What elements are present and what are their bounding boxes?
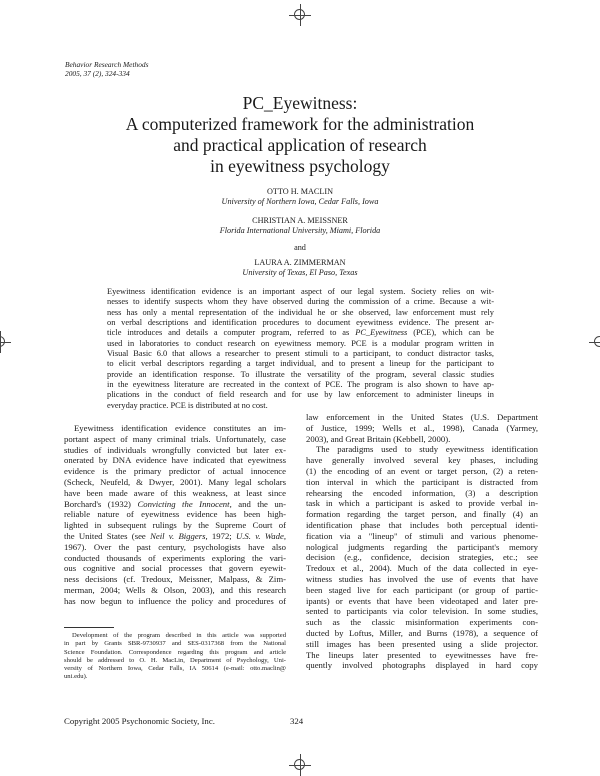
abstract-line: ticle introduces and details a computer program, referred to as PC_Eyewitness (PCE), which can be bbox=[107, 328, 494, 338]
abstract-line: plications in the conduct of field research and for use by law enforcement to administer lineups in bbox=[107, 390, 494, 400]
and-separator: and bbox=[294, 243, 306, 252]
body-line: 1967). Over the past century, psychologists have also bbox=[64, 541, 286, 552]
abstract-line: to elicit verbal descriptors regarding a target individual, and to present a lineup for the participant to bbox=[107, 359, 494, 369]
body-line: sented to participants via color television. In some studies, bbox=[306, 606, 538, 617]
body-line: conducted thousands of experiments exploring the vari- bbox=[64, 552, 286, 563]
body-line: rehearsing the encoded information, (3) a description bbox=[306, 487, 538, 498]
author-affiliation: University of Texas, El Paso, Texas bbox=[242, 268, 358, 277]
body-line: ous cognitive and social processes that govern eyewit- bbox=[64, 563, 286, 574]
body-line: been staged live for each participant (or group of partic- bbox=[306, 584, 538, 595]
author-block bbox=[0, 258, 600, 278]
journal-name: Behavior Research Methods bbox=[65, 60, 149, 69]
author-name: LAURA A. ZIMMERMAN bbox=[254, 258, 346, 267]
body-line: ducted by Loftus, Miller, and Burns (1978), a sequence of bbox=[306, 627, 538, 638]
registration-mark-bottom bbox=[289, 754, 311, 776]
title-line: in eyewitness psychology bbox=[210, 156, 390, 176]
body-line: ness decisions (cf. Tredoux, Meissner, Malpass, & Zim- bbox=[64, 574, 286, 585]
body-line: studies of individuals wrongfully convicted but later ex- bbox=[64, 444, 286, 455]
body-line: still images has been presented using a slide projector. bbox=[306, 638, 538, 649]
body-line: (Scheck, Neufeld, & Dwyer, 2001). Many legal scholars bbox=[64, 476, 286, 487]
author-affiliation: University of Northern Iowa, Cedar Falls, Iowa bbox=[221, 197, 379, 206]
body-line: law enforcement in the United States (U.S. Department bbox=[306, 412, 538, 422]
footnote-line: versity of Northern Iowa, Cedar Falls, IA 50614 (e-mail: otto.maclin@ bbox=[64, 665, 286, 673]
body-line: has now begun to influence the policy and procedures of bbox=[64, 595, 286, 606]
abstract-line: Eyewitness identification evidence is an important aspect of our legal system. Society relies on wit- bbox=[107, 287, 494, 296]
footnote-line: in part by Grants SBR-9730937 and SES-0317368 from the National bbox=[64, 640, 286, 648]
body-line: reliable nature of eyewitness evidence has been high- bbox=[64, 509, 286, 520]
author-block bbox=[0, 187, 600, 207]
body-line: tion interval in which the participant is distracted from bbox=[306, 476, 538, 487]
body-line: Eyewitness identification evidence constitutes an im- bbox=[74, 423, 286, 433]
body-left-column bbox=[64, 423, 286, 607]
abstract-line: on verbal descriptions and identification procedures to document eyewitness evidence. The present ar- bbox=[107, 318, 494, 328]
author-affiliation: Florida International University, Miami, Florida bbox=[219, 226, 381, 235]
body-line: quently involved photographs displayed in hard copy bbox=[306, 660, 538, 671]
page-number: 324 bbox=[290, 716, 304, 726]
body-line: have generally involved several key phases, including bbox=[306, 455, 538, 466]
title-line: A computerized framework for the administration bbox=[125, 114, 475, 134]
footnote bbox=[64, 632, 286, 682]
registration-mark-left bbox=[0, 331, 11, 353]
body-line: lighted in subsequent rulings by the Supreme Court of bbox=[64, 520, 286, 531]
article-title bbox=[0, 93, 600, 177]
footnote-line: uni.edu). bbox=[64, 673, 88, 681]
abstract-line: used in laboratories to conduct research on eyewitness memory. PCE is a modular program written in bbox=[107, 338, 494, 348]
body-line: formation regarding the target person, and finally (4) an bbox=[306, 509, 538, 520]
body-line: nological judgments regarding the participant's memory bbox=[306, 541, 538, 552]
registration-mark-top bbox=[289, 4, 311, 26]
body-line: the United States (see Neil v. Biggers, 1972; U.S. v. Wade, bbox=[64, 530, 287, 541]
body-line: have been made aware of this weakness, at least since bbox=[64, 487, 286, 498]
body-line: decision (e.g., confidence, decision strategies, etc.; see bbox=[306, 552, 538, 563]
body-line: witness studies has involved the use of events that have bbox=[306, 573, 538, 584]
body-line: of Justice, 1999; Wells et al., 1998), Canada (Yarmey, bbox=[306, 422, 538, 433]
body-line: such as the classic misinformation experiments con- bbox=[306, 617, 538, 628]
abstract-line: nesses to identify suspects whom they have observed during the commission of a crime. Because a wit- bbox=[107, 297, 494, 307]
title-line: and practical application of research bbox=[173, 135, 427, 155]
body-line: task in which a participant is asked to provide verbal in- bbox=[306, 498, 538, 509]
registration-mark-right bbox=[589, 331, 600, 353]
abstract-line: everyday practice. PCE is distributed at no cost. bbox=[107, 400, 268, 410]
body-line: The paradigms used to study eyewitness identification bbox=[316, 444, 538, 455]
body-line: onerated by DNA evidence have indicated that eyewitness bbox=[64, 455, 286, 466]
body-line: Tredoux et al., 2004). Much of the data collected in eye- bbox=[306, 563, 538, 574]
body-line: The lineups later presented to eyewitnesses have fre- bbox=[306, 649, 538, 660]
abstract-line: Visual Basic 6.0 that allows a researcher to present stimuli to a participant, to conduct distractor tasks, bbox=[107, 349, 494, 359]
footnote-rule bbox=[64, 627, 114, 628]
author-name: OTTO H. MACLIN bbox=[266, 187, 334, 196]
author-name: CHRISTIAN A. MEISSNER bbox=[252, 216, 348, 225]
copyright-notice: Copyright 2005 Psychonomic Society, Inc. bbox=[64, 716, 215, 726]
title-line: PC_Eyewitness: bbox=[242, 93, 358, 113]
body-line: portant aspect of many criminal trials. Unfortunately, case bbox=[64, 433, 286, 444]
journal-header bbox=[65, 60, 148, 78]
body-line: fication via a "lineup" of stimuli and various phenome- bbox=[306, 530, 538, 541]
body-line: ipants) or events that have been videotaped and later pre- bbox=[306, 595, 538, 606]
abstract-line: in the eyewitness literature are recreated in the context of PCE. The program is also shown to have ap- bbox=[107, 380, 494, 390]
body-line: evidence is the primary predictor of actual innocence bbox=[64, 466, 286, 477]
body-line: (1) the encoding of an event or target person, (2) a reten- bbox=[306, 465, 538, 476]
abstract-line: provide an identification response. To illustrate the versatility of the program, several classic studies bbox=[107, 369, 494, 379]
footnote-line: Development of the program described in this article was supported bbox=[72, 632, 286, 639]
body-line: merman, 2004; Wells & Olson, 2003), and this research bbox=[64, 584, 286, 595]
journal-citation: 2005, 37 (2), 324-334 bbox=[65, 69, 130, 78]
footnote-line: should be addressed to O. H. MacLin, Department of Psychology, Uni- bbox=[64, 656, 286, 664]
footnote-line: Science Foundation. Correspondence regarding this program and article bbox=[64, 648, 286, 656]
abstract bbox=[107, 287, 494, 411]
body-right-column bbox=[306, 412, 538, 671]
abstract-line: ness has only a mental representation of the individual he or she observed, law enforcement must rely bbox=[107, 307, 494, 317]
author-block bbox=[0, 216, 600, 236]
body-line: Borchard's (1932) Convicting the Innocent, and the un- bbox=[64, 498, 286, 509]
body-line: identification phase that includes both perceptual identi- bbox=[306, 519, 538, 530]
body-line: 2003), and Great Britain (Kebbell, 2000). bbox=[306, 433, 451, 444]
